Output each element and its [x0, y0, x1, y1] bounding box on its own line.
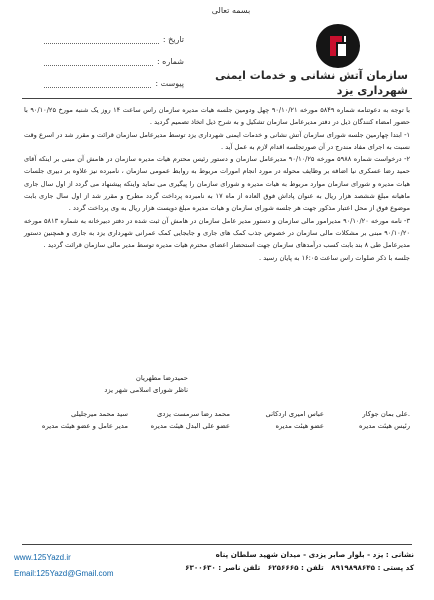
email-link[interactable]: Email:125Yazd@Gmail.com: [14, 569, 114, 578]
letter-meta: [44, 24, 184, 90]
number-line: [44, 55, 153, 66]
signatory-role: رئیس هیئت مدیره: [359, 422, 410, 430]
organization-name-line1: سازمان آتش نشانی و خدمات ایمنی: [215, 69, 408, 82]
fax: تلفن ناصر : ۶۳۰۰۶۳۰: [185, 563, 261, 572]
signatory-role: مدیر عامل و عضو هیئت مدیره: [41, 422, 128, 430]
postcode: کد پستی : ۸۹۱۹۸۹۸۶۴۵: [331, 563, 414, 572]
item-2-paragraph: ۲- درخواست شماره ۵۹۸۸ مورخه ۹۰/۱۰/۲۵ مدیرعامل سازمان و دستور رئیس محترم هیات مدیره سازمان در هامش آن مبنی بر اینکه آقای حمید رضا عسکری نیا اضافه بر وظایف محوله در مورد انجام امورات مربوط به روابط عمومی سازمان ، نامبرده نیز علاوه بر دبیری جلسات هیات مدیره و شورای سازمان موارد مربوط به هیات مدیره و شورای سازمان را پیگیری می نماید واینکه پیشنهاد می گردد از اول سال جاری ماهیانه مبلغ ششصد هزار ریال به عنوان پاداش فوق العاده از ماه ۱۷ به نامبرده پرداخت گردد مطرح و مقرر شد از اول سال جاری بابت موضوع فوق از محل اعتبار مذکور جهت هر جلسه شورای سازمان و هیات مدیره مبلغ دویست هزار ریال به وی پرداخت گردد .: [24, 155, 410, 213]
number-label: شماره :: [156, 57, 184, 66]
fire-department-logo-icon: [316, 24, 360, 68]
attachment-line: [44, 77, 151, 88]
signature-managing-director: [20, 408, 128, 432]
signatory-name: محمد رضا سرمست یزدی: [157, 410, 230, 418]
website-link[interactable]: www.125Yazd.ir: [14, 553, 71, 562]
signature-board-member: [234, 408, 324, 432]
basmala: بسمه تعالی: [211, 6, 251, 15]
web-contacts: [14, 550, 164, 582]
signatory-name: عباس امیری اردکانی: [265, 410, 324, 418]
signatory-name: .علی بمان جوکار: [362, 410, 410, 418]
attachment-label: پیوست :: [155, 79, 184, 88]
signatory-name: سید محمد میرجلیلی: [70, 410, 128, 418]
minutes-body: [24, 104, 410, 264]
signature-council: [68, 372, 188, 396]
date-label: تاریخ :: [162, 35, 184, 44]
number-row: [44, 46, 184, 66]
signatory-role: ناظر شورای اسلامی شهر یزد: [104, 386, 188, 394]
item-3-paragraph: ۳- نامه مورخه ۹۰/۱۰/۲۰ مدیرامور مالی سازمان و دستور مدیر عامل سازمان در هامش آن ثبت شده در دفتر دبیرخانه به شماره ۵۸۱۳ مورخه ۹۰/۱۰/۲۰ مبنی بر مشکلات مالی سازمان در خصوص جذب کمک های جاری و جابجایی کمک عمرانی شهرداری یزد به جاری و همچنین دستور مدیرعامل طی ۸ بند بابت کسب درآمدهای سازمان جهت استحضار اعضای محترم هیات مدیره توسط مدیر مالی سازمان قرائت گردید .: [24, 216, 410, 250]
address: نشانی : یزد - بلوار صابر یزدی - میدان شهید سلطان پناه: [215, 550, 414, 559]
header-divider: [22, 98, 412, 99]
date-row: [44, 24, 184, 44]
signature-alternate-member: [134, 408, 230, 432]
signatory-role: عضو علی البدل هیئت مدیره: [150, 422, 230, 430]
signatory-role: عضو هیئت مدیره: [275, 422, 324, 430]
contact-info: [184, 548, 414, 574]
organization-name-line2: شهرداری یزد: [336, 84, 408, 97]
intro-paragraph: با توجه به دعوتنامه شماره ۵۸۴۹ مورخه ۹۰/۱۰/۲۱ چهل ودومین جلسه هیات مدیره سازمان راس ساعت ۱۴ روز یک شنبه مورخ ۹۰/۱۰/۲۵ با حضور امضاء کنندگان ذیل در دفتر مدیرعامل سازمان تشکیل و به شرح ذیل اتخاذ تصمیم گردید .: [24, 106, 410, 127]
item-1-paragraph: ۱- ابتدا چهارمین جلسه شورای سازمان آتش نشانی و خدمات ایمنی شهرداری یزد توسط مدیرعامل سازمان قرائت و مقرر شد در اسرع وقت نسبت به اجرای مفاد مندرج در آن صورتجلسه اقدام لازم به عمل آید .: [24, 130, 410, 151]
closing-paragraph: جلسه با ذکر صلوات راس ساعت ۱۶:۰۵ به پایان رسید .: [259, 253, 410, 262]
contact-numbers: [184, 561, 414, 574]
organization-name: [148, 68, 408, 98]
footer-divider: [22, 544, 412, 545]
attachment-row: [44, 68, 184, 88]
date-line: [44, 33, 159, 44]
signatory-name: حمیدرضا مطهریان: [135, 374, 188, 382]
signature-chairman: [330, 408, 410, 432]
phone: تلفن : ۶۲۵۶۶۶۵: [267, 563, 324, 572]
